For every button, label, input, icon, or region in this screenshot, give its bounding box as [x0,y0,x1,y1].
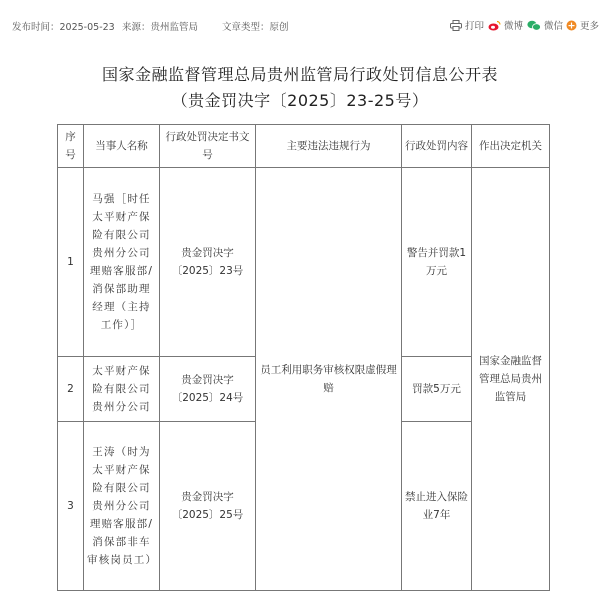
wechat-icon [527,20,541,31]
penalty-info-table [57,124,550,591]
weibo-label: 微博 [504,21,524,32]
party-name: 马强［时任太平财产保险有限公司贵州分公司理赔客服部/消保部助理经理（主持工作）］ [84,168,160,357]
source: 来源：贵州监管局 [122,22,199,33]
header-authority: 作出决定机关 [472,125,550,168]
print-label: 打印 [465,21,485,32]
party-name: 太平财产保险有限公司贵州分公司 [84,357,160,422]
more-share-button[interactable] [566,18,599,32]
page-title: 国家金融监督管理总局贵州监管局行政处罚信息公开表 [101,65,498,84]
article-meta-bar [0,0,600,38]
header-violation: 主要违法违规行为 [256,125,402,168]
table-header-row [58,125,550,168]
decision-number: 贵金罚决字〔2025〕24号 [160,357,256,422]
print-icon [450,20,462,31]
penalty-content: 警告并罚款1万元 [402,168,472,357]
weibo-icon [488,20,501,31]
decision-number: 贵金罚决字〔2025〕23号 [160,168,256,357]
header-party: 当事人名称 [84,125,160,168]
plus-icon [566,20,577,31]
page-subtitle: （贵金罚决字〔2025〕23-25号） [171,91,429,110]
more-label: 更多 [580,21,600,32]
wechat-label: 微信 [544,21,564,32]
table-row [58,168,550,357]
violation-cell: 员工利用职务审核权限虚假理赔 [256,168,402,591]
header-decision-no: 行政处罚决定书文号 [160,125,256,168]
header-no: 序号 [58,125,84,168]
row-number: 1 [58,168,84,357]
row-number: 2 [58,357,84,422]
row-number: 3 [58,422,84,591]
party-name: 王涛（时为太平财产保险有限公司贵州分公司理赔客服部/消保部非车审核岗员工） [84,422,160,591]
wechat-share-button[interactable] [527,18,563,32]
article-type: 文章类型：原创 [222,22,289,33]
penalty-content: 罚款5万元 [402,357,472,422]
decision-number: 贵金罚决字〔2025〕25号 [160,422,256,591]
weibo-share-button[interactable] [488,18,523,32]
publish-time: 发布时间：2025-05-23 [12,22,115,33]
penalty-content: 禁止进入保险业7年 [402,422,472,591]
print-button[interactable] [450,18,484,32]
header-content: 行政处罚内容 [402,125,472,168]
authority-cell: 国家金融监督管理总局贵州监管局 [472,168,550,591]
